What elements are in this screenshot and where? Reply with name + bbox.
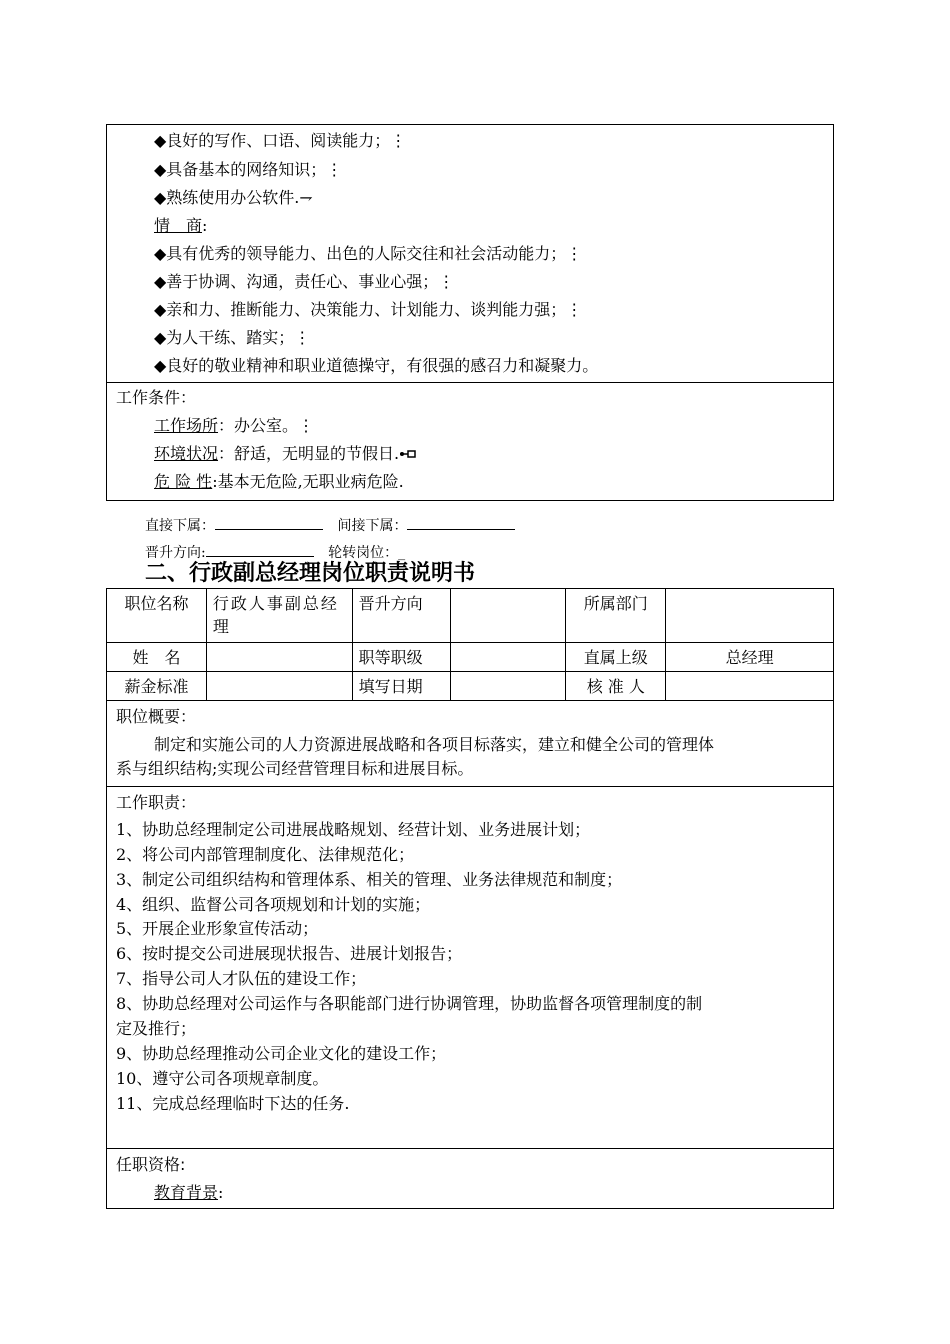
work-conditions-label: 工作条件：	[116, 388, 197, 407]
skill-item: ◆具备基本的网络知识；⋮	[154, 160, 343, 179]
education-row	[154, 1183, 223, 1203]
eq-item: ◆良好的敬业精神和职业道德操守，有很强的感召力和凝聚力。	[154, 356, 599, 375]
workplace-value: ：办公室。⋮	[218, 416, 315, 435]
eq-label: 情 商	[154, 216, 203, 235]
direct-subordinates-blank	[215, 515, 323, 530]
divider	[106, 382, 833, 383]
superior-value: 总经理	[666, 643, 834, 672]
duty-item: 8、协助总经理对公司运作与各职能部门进行协调管理，协助监督各项管理制度的制	[116, 994, 703, 1013]
qualifications-colon: :	[180, 1155, 186, 1174]
indirect-subordinates-label: 间接下属：	[337, 518, 408, 534]
eq-colon: :	[202, 216, 208, 235]
skill-item: ◆熟练使用办公软件.⇁	[154, 188, 313, 207]
promotion-direction-cell-value	[450, 589, 566, 643]
environment-row	[154, 444, 417, 465]
position-info-table	[106, 588, 834, 701]
eq-item: ◆为人干练、踏实；⋮	[154, 328, 311, 347]
divider	[106, 1148, 833, 1149]
date-value	[450, 672, 566, 701]
education-colon: :	[218, 1183, 224, 1202]
duty-item: 3、制定公司组织结构和管理体系、相关的管理、业务法律规范和制度；	[116, 870, 623, 889]
environment-value: ：舒适，无明显的节假日.	[218, 444, 400, 463]
department-label: 所属部门	[566, 589, 666, 643]
overview-label: 职位概要：	[116, 707, 197, 726]
salary-value	[206, 672, 352, 701]
approver-value	[666, 672, 834, 701]
duties-label: 工作职责：	[116, 793, 197, 812]
duty-item: 1、协助总经理制定公司进展战略规划、经营计划、业务进展计划；	[116, 820, 591, 839]
indirect-subordinates-blank	[407, 515, 515, 530]
danger-row	[154, 472, 404, 492]
approver-label: 核 准 人	[566, 672, 666, 701]
duty-item: 4、组织、监督公司各项规划和计划的实施；	[116, 895, 431, 914]
duty-item: 10、遵守公司各项规章制度。	[116, 1069, 329, 1088]
salary-label: 薪金标准	[107, 672, 207, 701]
position-name-label: 职位名称	[107, 589, 207, 643]
education-label: 教育背景	[154, 1183, 219, 1202]
grade-label: 职等职级	[352, 643, 450, 672]
rotation-label: 轮转岗位：_	[328, 545, 406, 561]
promotion-row	[145, 542, 405, 563]
duty-item: 2、将公司内部管理制度化、法律规范化；	[116, 845, 415, 864]
danger-label: 危 险 性	[154, 472, 213, 491]
workplace-label: 工作场所	[154, 416, 219, 435]
duty-item: 6、按时提交公司进展现状报告、进展计划报告；	[116, 944, 463, 963]
overview-line: 系与组织结构;实现公司经营管理目标和进展目标。	[116, 759, 474, 778]
workplace-row	[154, 416, 314, 436]
divider	[106, 786, 833, 787]
promotion-direction-blank	[206, 542, 314, 557]
eq-item: ◆亲和力、推断能力、决策能力、计划能力、谈判能力强；⋮	[154, 300, 583, 319]
name-value	[206, 643, 352, 672]
qualifications-label: 任职资格	[116, 1155, 181, 1174]
danger-value: :基本无危险,无职业病危险.	[212, 472, 404, 491]
skill-item: ◆良好的写作、口语、阅读能力；⋮	[154, 131, 407, 150]
section-title: 二、行政副总经理岗位职责说明书	[145, 561, 476, 586]
direct-subordinates-row	[145, 515, 515, 536]
department-value	[666, 589, 834, 643]
duty-item: 7、指导公司人才队伍的建设工作；	[116, 969, 367, 988]
eq-item: ◆善于协调、沟通，责任心、事业心强；⋮	[154, 272, 455, 291]
duty-item: 9、协助总经理推动公司企业文化的建设工作；	[116, 1044, 447, 1063]
promotion-direction-label: 晋升方向:	[145, 545, 206, 561]
wrench-icon	[399, 445, 417, 465]
grade-value	[450, 643, 566, 672]
overview-line: 制定和实施公司的人力资源进展战略和各项目标落实，建立和健全公司的管理体	[154, 735, 715, 754]
qualifications-row	[116, 1155, 185, 1175]
date-label: 填写日期	[352, 672, 450, 701]
name-label: 姓 名	[107, 643, 207, 672]
eq-heading	[154, 216, 207, 236]
eq-item: ◆具有优秀的领导能力、出色的人际交往和社会活动能力；⋮	[154, 244, 583, 263]
promotion-direction-cell-label: 晋升方向	[352, 589, 450, 643]
duty-item: 5、开展企业形象宣传活动；	[116, 919, 319, 938]
superior-label: 直属上级	[566, 643, 666, 672]
environment-label: 环境状况	[154, 444, 219, 463]
position-name-value: 行政人事副总经理	[206, 589, 352, 643]
duty-item: 定及推行；	[116, 1019, 197, 1038]
direct-subordinates-label: 直接下属：	[145, 518, 215, 534]
duty-item: 11、完成总经理临时下达的任务.	[116, 1094, 350, 1113]
